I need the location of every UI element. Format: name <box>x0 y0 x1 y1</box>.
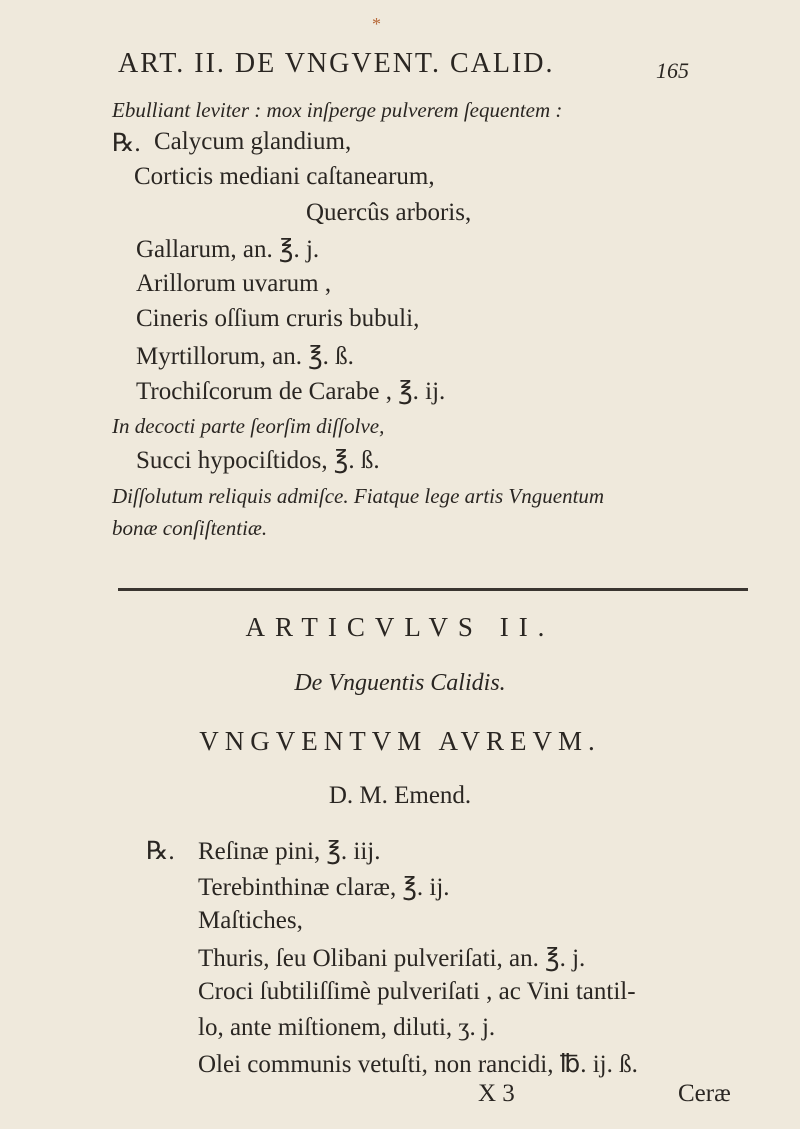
instruction-line: In decocti parte ſeorſim diſſolve, <box>112 414 385 438</box>
section-divider <box>118 588 748 591</box>
ingredient-line: Trochiſcorum de Carabe , ℥. ij. <box>136 378 446 405</box>
instruction-line: bonæ conſiſtentiæ. <box>112 516 268 540</box>
ornament-star: * <box>372 14 381 34</box>
ingredient-line: Arillorum uvarum , <box>136 270 332 297</box>
page-number: 165 <box>656 58 689 83</box>
ingredient-line: Succi hypociſtidos, ℥. ß. <box>136 447 380 474</box>
running-title: ART. II. DE VNGVENT. CALID. <box>118 48 555 79</box>
ingredient-line: Myrtillorum, an. ℥. ß. <box>136 343 354 370</box>
article-heading: ARTICVLVS II. <box>245 612 555 642</box>
recipe-author: D. M. Emend. <box>328 782 472 809</box>
ingredient-line: Terebinthinæ claræ, ℥. ij. <box>198 874 450 901</box>
ingredient-line: Corticis mediani caſtanearum, <box>134 163 435 190</box>
ingredient-line: Maſtiches, <box>198 907 303 934</box>
signature-mark: X 3 <box>478 1080 515 1107</box>
rx-symbol: ℞. <box>146 838 175 865</box>
article-subtitle: De Vnguentis Calidis. <box>294 670 506 696</box>
ingredient-line: Croci ſubtiliſſimè pulveriſati , ac Vini tantil- <box>198 978 636 1005</box>
recipe-title: VNGVENTVM AVREVM. <box>199 726 601 756</box>
rx-symbol: ℞. <box>112 130 141 157</box>
ingredient-line: Gallarum, an. ℥. j. <box>136 236 320 263</box>
ingredient-line: Reſinæ pini, ℥. iij. <box>198 838 381 865</box>
ingredient-line: Olei communis vetuſti, non rancidi, ℔. ij. ß. <box>198 1051 638 1078</box>
catchword: Ceræ <box>678 1080 731 1107</box>
ingredient-line: Cineris oſſium cruris bubuli, <box>136 305 420 332</box>
ingredient-line: Thuris, ſeu Olibani pulveriſati, an. ℥. j. <box>198 945 586 972</box>
ingredient-line: Calycum glandium, <box>154 128 352 155</box>
ingredient-line: lo, ante miſtionem, diluti, ʒ. j. <box>198 1014 496 1041</box>
intro-line: Ebulliant leviter : mox inſperge pulverem ſequentem : <box>112 98 563 122</box>
ingredient-line: Quercûs arboris, <box>306 199 472 226</box>
instruction-line: Diſſolutum reliquis admiſce. Fiatque lege artis Vnguentum <box>112 484 605 508</box>
